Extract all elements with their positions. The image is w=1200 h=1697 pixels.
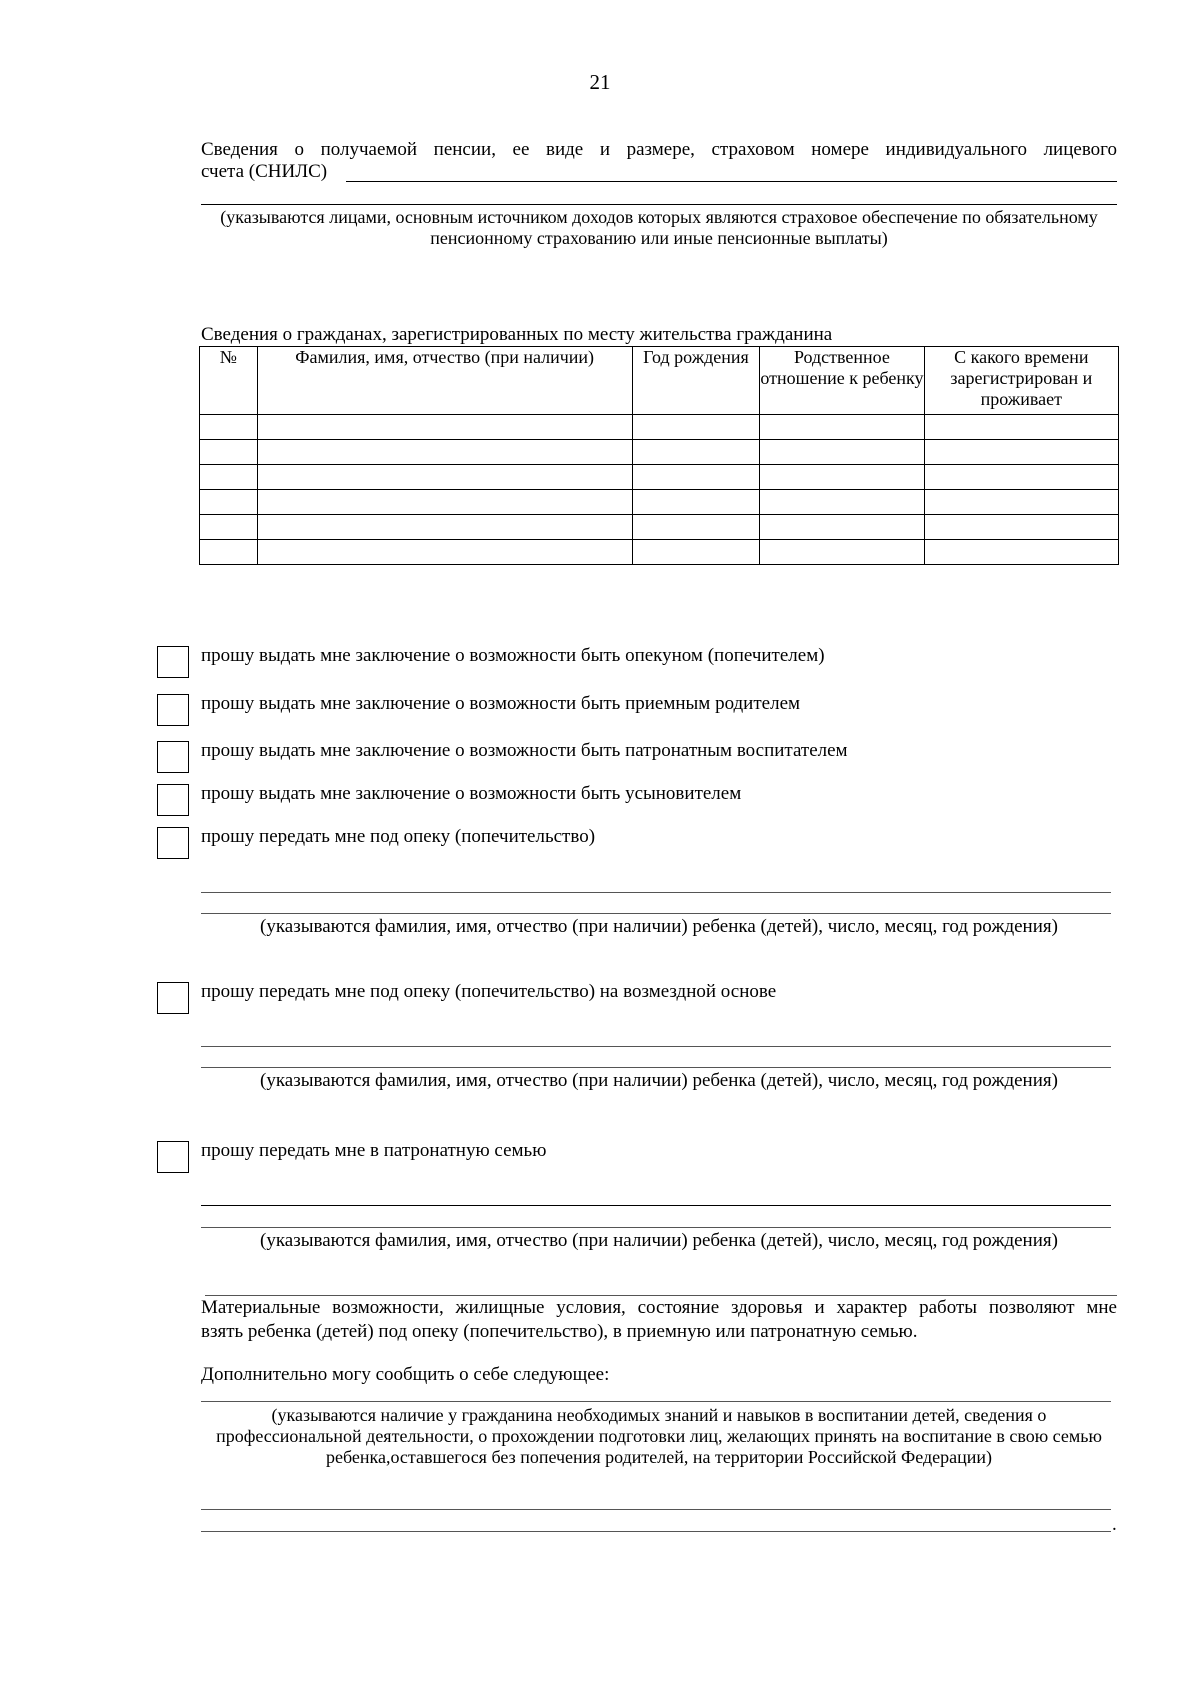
table-cell[interactable] — [924, 490, 1118, 515]
table-header-row — [200, 347, 1119, 415]
request-adopter-conclusion-label: прошу выдать мне заключение о возможности быть усыновителем — [201, 783, 742, 804]
table-cell[interactable] — [760, 490, 924, 515]
table-cell[interactable] — [632, 415, 760, 440]
end-period: . — [1112, 1514, 1117, 1535]
table-cell[interactable] — [760, 540, 924, 565]
column-header-birth-year: Год рождения — [632, 347, 760, 415]
child-info-line-4[interactable] — [201, 1067, 1111, 1068]
table-cell[interactable] — [632, 540, 760, 565]
request-guardian-conclusion-label: прошу выдать мне заключение о возможности быть опекуном (попечителем) — [201, 645, 825, 666]
table-cell[interactable] — [924, 540, 1118, 565]
additional-info-label: Дополнительно могу сообщить о себе следующее: — [201, 1364, 610, 1385]
table-cell[interactable] — [924, 465, 1118, 490]
column-header-relation: Родственное отношение к ребенку — [760, 347, 924, 415]
table-cell[interactable] — [257, 490, 632, 515]
pension-label-line2: счета (СНИЛС) — [201, 161, 328, 182]
checkbox-patronage-family[interactable] — [157, 1141, 189, 1173]
table-cell[interactable] — [632, 490, 760, 515]
table-cell[interactable] — [632, 440, 760, 465]
table-cell[interactable] — [257, 440, 632, 465]
checkbox-guardianship[interactable] — [157, 827, 189, 859]
table-cell[interactable] — [200, 440, 258, 465]
table-row — [200, 465, 1119, 490]
table-cell[interactable] — [257, 415, 632, 440]
table-cell[interactable] — [760, 465, 924, 490]
table-cell[interactable] — [924, 515, 1118, 540]
table-row — [200, 540, 1119, 565]
child-info-line-6[interactable] — [201, 1227, 1111, 1228]
table-cell[interactable] — [200, 515, 258, 540]
checkbox-foster-parent-conclusion[interactable] — [157, 694, 189, 726]
child-info-hint-3: (указываются фамилия, имя, отчество (при наличии) ребенка (детей), число, месяц, год рождения) — [260, 1230, 1058, 1251]
table-cell[interactable] — [924, 440, 1118, 465]
table-row — [200, 415, 1119, 440]
table-row — [200, 490, 1119, 515]
table-cell[interactable] — [760, 515, 924, 540]
page-number: 21 — [589, 70, 611, 94]
column-header-name: Фамилия, имя, отчество (при наличии) — [257, 347, 632, 415]
checkbox-paid-guardianship[interactable] — [157, 982, 189, 1014]
child-info-line-2[interactable] — [201, 913, 1111, 914]
request-patronage-family-label: прошу передать мне в патронатную семью — [201, 1140, 547, 1161]
material-top-rule — [205, 1295, 1117, 1296]
table-cell[interactable] — [924, 415, 1118, 440]
table-cell[interactable] — [257, 515, 632, 540]
table-row — [200, 515, 1119, 540]
table-cell[interactable] — [632, 515, 760, 540]
table-cell[interactable] — [257, 540, 632, 565]
child-info-hint: (указываются фамилия, имя, отчество (при наличии) ребенка (детей), число, месяц, год рождения) — [260, 916, 1058, 937]
child-info-line-5[interactable] — [201, 1205, 1111, 1206]
material-statement-line1: Материальные возможности, жилищные условия, состояние здоровья и характер работы позволяют мне — [201, 1297, 1117, 1318]
table-cell[interactable] — [200, 465, 258, 490]
table-cell[interactable] — [200, 415, 258, 440]
column-header-registered-since: С какого времени зарегистрирован и проживает — [924, 347, 1118, 415]
table-row — [200, 440, 1119, 465]
additional-info-line-3[interactable] — [201, 1531, 1111, 1532]
checkbox-patronage-conclusion[interactable] — [157, 741, 189, 773]
table-cell[interactable] — [760, 415, 924, 440]
child-info-line-3[interactable] — [201, 1046, 1111, 1047]
table-cell[interactable] — [200, 490, 258, 515]
registered-table — [199, 346, 1119, 565]
pension-label-line1: Сведения о получаемой пенсии, ее виде и размере, страховом номере индивидуального лицевого — [201, 139, 1117, 160]
checkbox-guardian-conclusion[interactable] — [157, 646, 189, 678]
request-foster-parent-conclusion-label: прошу выдать мне заключение о возможности быть приемным родителем — [201, 693, 801, 714]
pension-input-line[interactable] — [346, 181, 1117, 182]
additional-info-line[interactable] — [201, 1401, 1111, 1402]
registered-title: Сведения о гражданах, зарегистрированных по месту жительства гражданина — [201, 324, 833, 345]
request-guardianship-label: прошу передать мне под опеку (попечительство) — [201, 826, 596, 847]
material-statement-line2: взять ребенка (детей) под опеку (попечительство), в приемную или патронатную семью. — [201, 1321, 918, 1342]
additional-info-hint: (указываются наличие у гражданина необходимых знаний и навыков в воспитании детей, сведения о профессиональной деятельности, о прохождении подготовки лиц, желающих принять на воспитание в свою семью ребенка,оставшегося без попечения родителей, на территории Российской Федерации) — [216, 1405, 1102, 1467]
child-info-line-1[interactable] — [201, 892, 1111, 893]
table-cell[interactable] — [200, 540, 258, 565]
request-paid-guardianship-label: прошу передать мне под опеку (попечительство) на возмездной основе — [201, 981, 777, 1002]
table-cell[interactable] — [632, 465, 760, 490]
child-info-hint-2: (указываются фамилия, имя, отчество (при наличии) ребенка (детей), число, месяц, год рождения) — [260, 1070, 1058, 1091]
pension-hint: (указываются лицами, основным источником доходов которых являются страховое обеспечение по обязательному пенсионному страхованию или иные пенсионные выплаты) — [220, 207, 1098, 248]
table-cell[interactable] — [257, 465, 632, 490]
column-header-number: № — [200, 347, 258, 415]
pension-input-line-2[interactable] — [201, 204, 1117, 205]
request-patronage-conclusion-label: прошу выдать мне заключение о возможности быть патронатным воспитателем — [201, 740, 848, 761]
additional-info-line-2[interactable] — [201, 1509, 1111, 1510]
table-cell[interactable] — [760, 440, 924, 465]
checkbox-adopter-conclusion[interactable] — [157, 784, 189, 816]
